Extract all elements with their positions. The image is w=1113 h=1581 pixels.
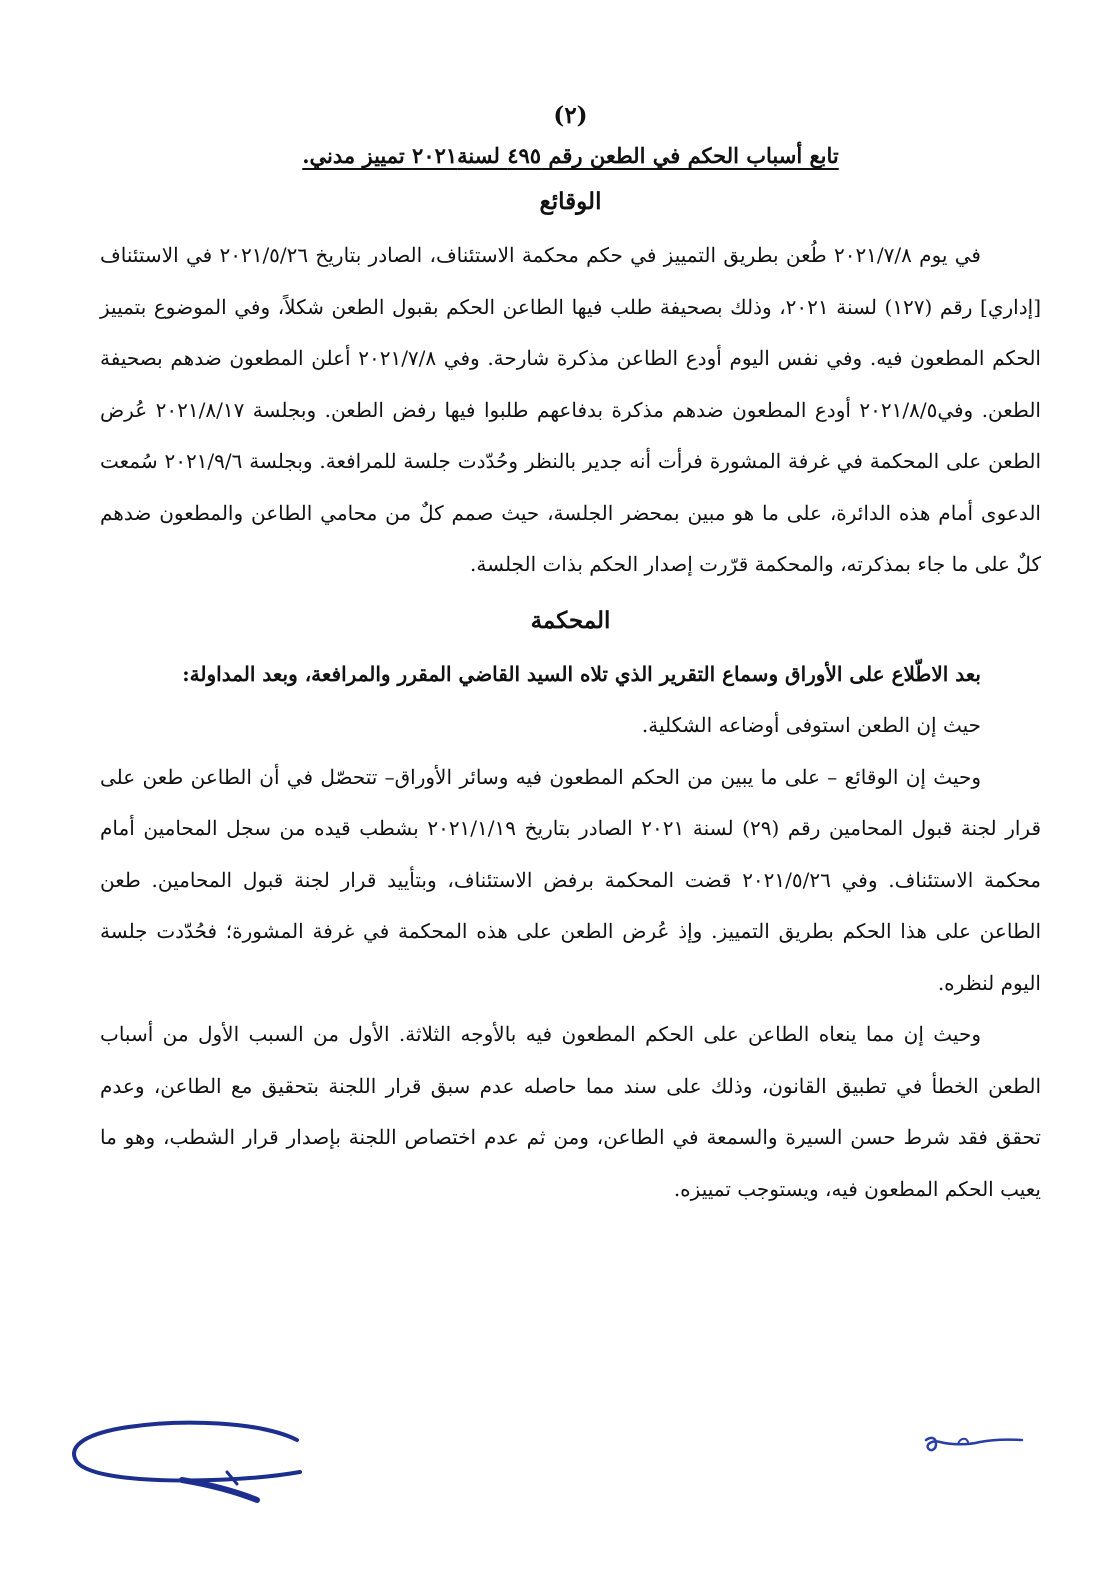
court-paragraph-3: وحيث إن مما ينعاه الطاعن على الحكم المطعون فيه بالأوجه الثلاثة. الأول من السبب الأول من أسباب الطعن الخطأ في تطبيق القانون، وذلك على سند مما حاصله عدم سبق قرار اللجنة بتحقيق مع الطاعن، وعدم تحقق فقد شرط حسن السيرة والسمعة في الطاعن، ومن ثم عدم اختصاص اللجنة بإصدار قرار الشطب، وهو ما يعيب الحكم المطعون فيه، ويستوجب تمييزه. [100, 1022, 1041, 1201]
signature-left [62, 1410, 312, 1510]
page-number: (٢) [553, 102, 588, 129]
court-paragraph-2: وحيث إن الوقائع – على ما يبين من الحكم المطعون فيه وسائر الأوراق– تتحصّل في أن الطاعن طعن على قرار لجنة قبول المحامين رقم (٢٩) لسنة ٢٠٢١ الصادر بتاريخ ٢٠٢١/١/١٩ بشطب قيده من سجل المحامين أمام محكمة الاستئناف. وفي ٢٠٢١/٥/٢٦ قضت المحكمة برفض الاستئناف، وبتأييد قرار لجنة قبول المحامين. طعن الطاعن على هذا الحكم بطريق التمييز. وإذ عُرض الطعن على هذه المحكمة في غرفة المشورة؛ فحُدّدت جلسة اليوم لنظره. [100, 764, 1042, 995]
signature-right [918, 1418, 1038, 1468]
document-body [100, 96, 1041, 1215]
case-title [100, 136, 1041, 176]
facts-paragraph: في يوم ٢٠٢١/٧/٨ طُعن بطريق التمييز في حكم محكمة الاستئناف، الصادر بتاريخ ٢٠٢١/٥/٢٦ في الاستئناف [إداري] رقم (١٢٧) لسنة ٢٠٢١، وذلك بصحيفة طلب فيها الطاعن الحكم بقبول الطعن شكلاً، وفي الموضوع بتمييز الحكم المطعون فيه. وفي نفس اليوم أودع الطاعن مذكرة شارحة. وفي ٢٠٢١/٧/٨ أعلن المطعون ضدهم بصحيفة الطعن. وفي٢٠٢١/٨/٥ أودع المطعون ضدهم مذكرة بدفاعهم طلبوا فيها رفض الطعن. وبجلسة ٢٠٢١/٨/١٧ عُرض الطعن على المحكمة في غرفة المشورة فرأت أنه جدير بالنظر وحُدّدت جلسة للمرافعة. وبجلسة ٢٠٢١/٩/٦ سُمعت الدعوى أمام هذه الدائرة، على ما هو مبين بمحضر الجلسة، حيث صمم كلٌ من محامي الطاعن والمطعون ضدهم كلٌ على ما جاء بمذكرته، والمحكمة قرّرت إصدار الحكم بذات الجلسة. [100, 243, 1041, 576]
court-paragraph-1: حيث إن الطعن استوفى أوضاعه الشكلية. [641, 713, 981, 737]
facts-heading: الوقائع [539, 188, 602, 215]
case-title-text: تابع أسباب الحكم في الطعن رقم ٤٩٥ لسنة٢٠٢١ تمييز مدني. [302, 143, 839, 168]
court-intro: بعد الاطّلاع على الأوراق وسماع التقرير الذي تلاه السيد القاضي المقرر والمرافعة، وبعد المداولة: [182, 661, 981, 686]
court-heading: المحكمة [530, 606, 611, 634]
